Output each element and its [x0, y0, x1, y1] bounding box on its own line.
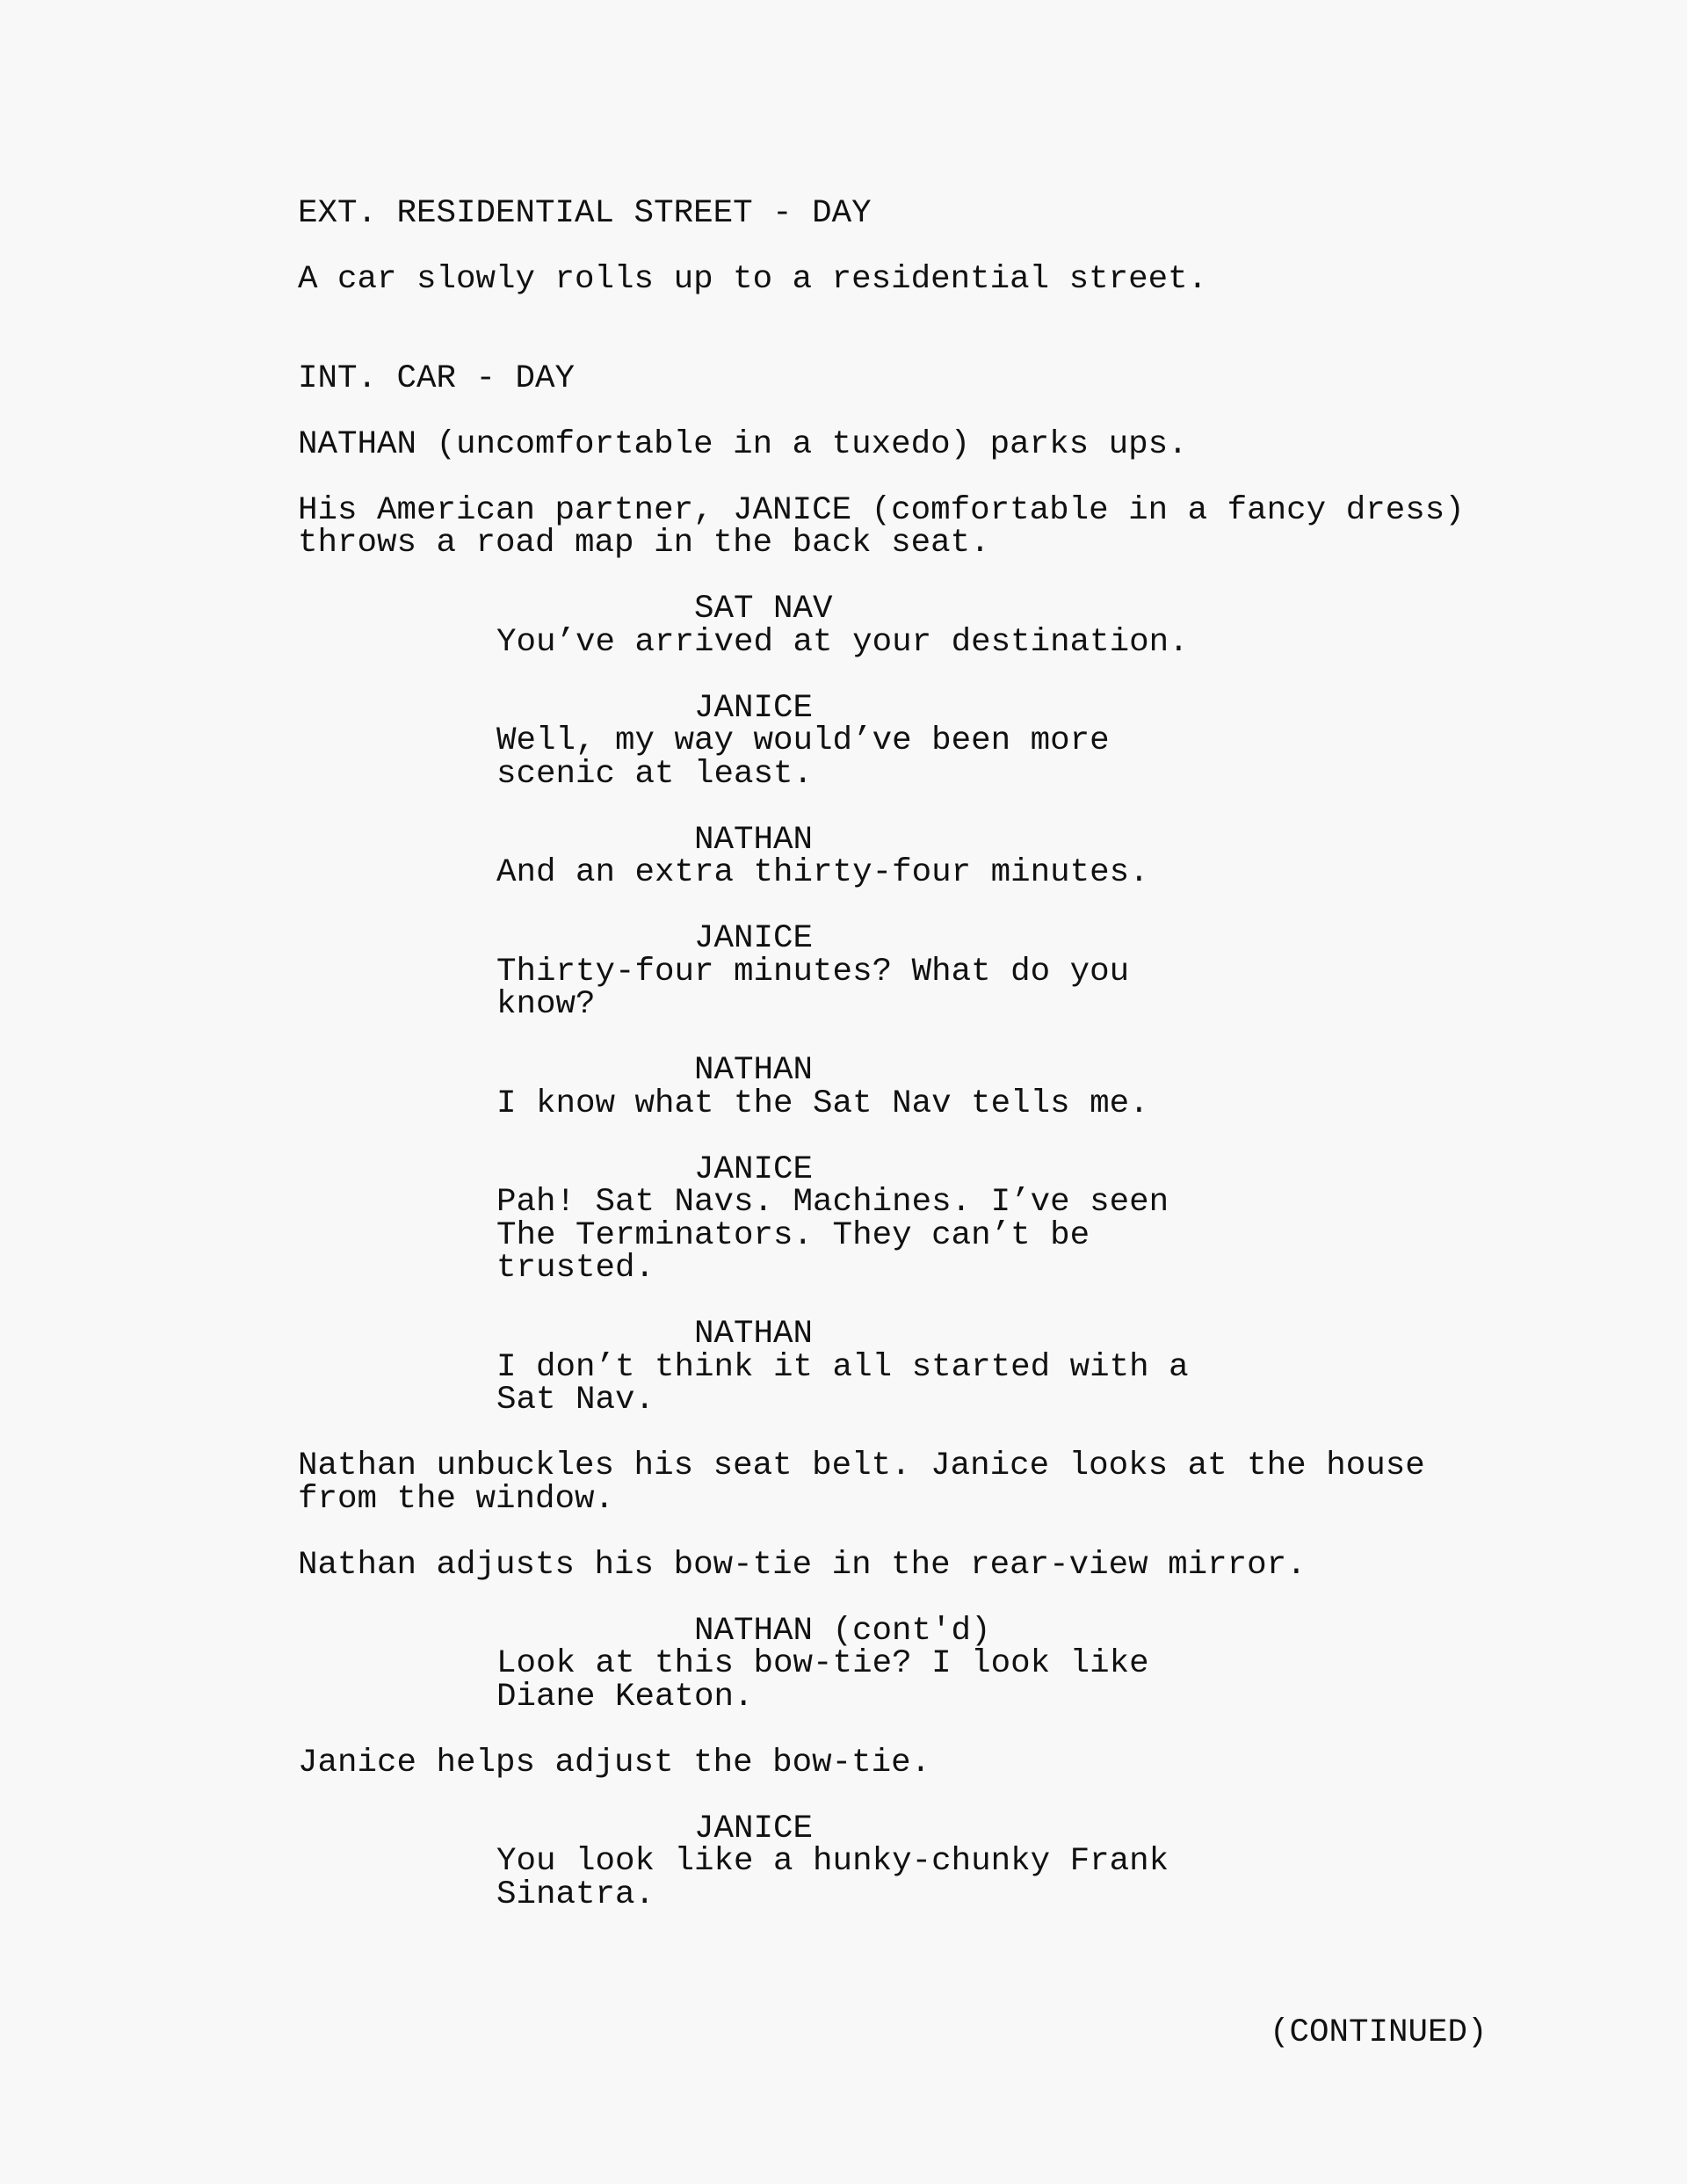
character-line: NATHAN	[694, 1316, 814, 1353]
action-line: Nathan adjusts his bow-tie in the rear-view mirror.	[298, 1546, 1307, 1584]
character-line: SAT NAV	[694, 591, 833, 628]
action-line: throws a road map in the back seat.	[298, 525, 990, 562]
dialogue-line: trusted.	[496, 1250, 655, 1287]
dialogue-line: Pah! Sat Navs. Machines. I’ve seen	[496, 1184, 1169, 1221]
character-line: NATHAN	[694, 1052, 814, 1089]
dialogue-line: Look at this bow-tie? I look like	[496, 1645, 1149, 1682]
action-line: A car slowly rolls up to a residential street.	[298, 261, 1208, 298]
dialogue-line: The Terminators. They can’t be	[496, 1216, 1090, 1254]
action-line: Janice helps adjust the bow-tie.	[298, 1744, 931, 1781]
dialogue-line: know?	[496, 986, 596, 1023]
dialogue-line: You’ve arrived at your destination.	[496, 623, 1189, 661]
scene-heading-line: INT. CAR - DAY	[298, 359, 576, 397]
dialogue-line: Sat Nav.	[496, 1382, 655, 1419]
action-line: His American partner, JANICE (comfortable in a fancy dress)	[298, 491, 1465, 529]
character-line: NATHAN (cont'd)	[694, 1612, 991, 1650]
dialogue-line: I don’t think it all started with a	[496, 1348, 1189, 1386]
character-line: JANICE	[694, 1810, 814, 1847]
dialogue-line: Sinatra.	[496, 1876, 655, 1913]
dialogue-line: Well, my way would’ve been more	[496, 722, 1110, 759]
scene-heading-line: EXT. RESIDENTIAL STREET - DAY	[298, 195, 872, 232]
dialogue-line: You look like a hunky-chunky Frank	[496, 1843, 1169, 1880]
dialogue-line: scenic at least.	[496, 755, 814, 793]
action-line: Nathan unbuckles his seat belt. Janice looks at the house	[298, 1448, 1425, 1484]
continued-marker: (CONTINUED)	[1270, 2014, 1488, 2051]
action-line: NATHAN (uncomfortable in a tuxedo) parks ups.	[298, 425, 1188, 463]
character-line: NATHAN	[694, 821, 814, 859]
dialogue-line: Thirty-four minutes? What do you	[496, 953, 1130, 990]
dialogue-line: I know what the Sat Nav tells me.	[496, 1085, 1149, 1122]
dialogue-line: Diane Keaton.	[496, 1678, 754, 1716]
character-line: JANICE	[694, 1150, 814, 1188]
action-line: from the window.	[298, 1480, 615, 1518]
dialogue-line: And an extra thirty-four minutes.	[496, 854, 1149, 891]
character-line: JANICE	[694, 689, 814, 727]
character-line: JANICE	[694, 920, 814, 957]
